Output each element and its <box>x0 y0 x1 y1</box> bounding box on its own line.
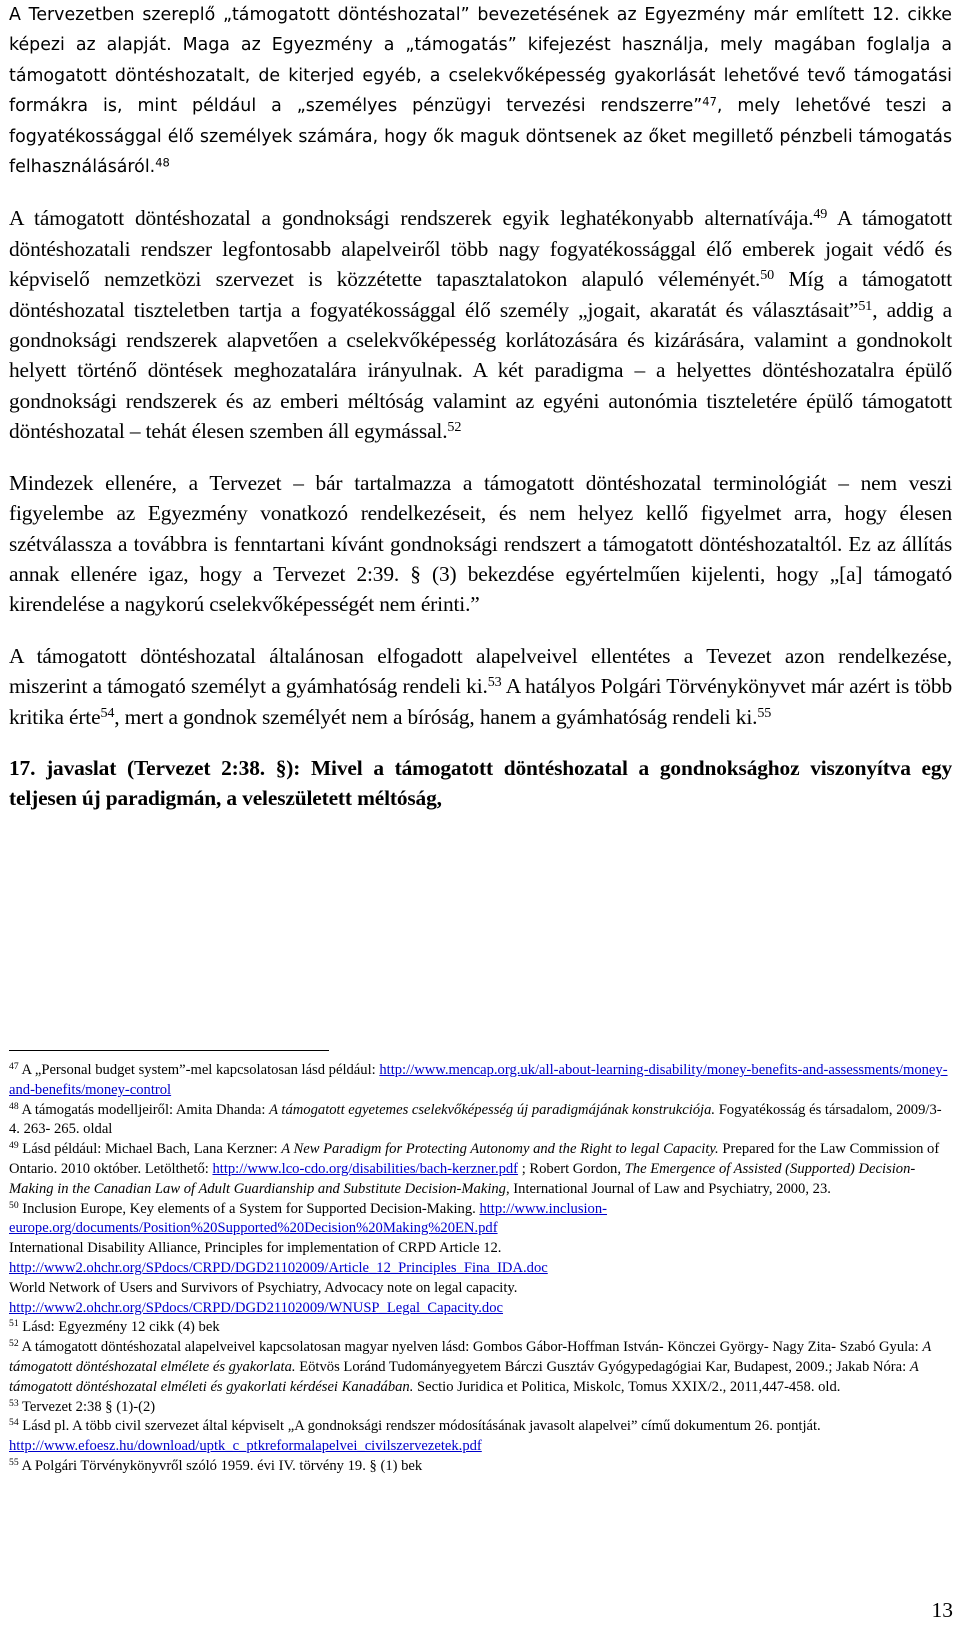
text-run: Sectio Juridica et Politica, Miskolc, Tomus XXIX/2., 2011,447-458. old. <box>413 1378 841 1395</box>
text-run: A támogatás modelljeiről: Amita Dhanda: <box>18 1101 270 1118</box>
text-run: Míg a támogatott döntéshozatal tiszteletben tartja a fogyatékossággal élő személy „jogait, akaratát és választásait” <box>9 267 952 322</box>
text-run: Lásd például: Michael Bach, Lana Kerzner: <box>18 1141 282 1158</box>
footnote-number: 55 <box>9 1457 19 1469</box>
text-run: A Tervezetben szereplő „támogatott döntéshozatal” bevezetésének az Egyezmény már említett 12. cikke képezi az alapját. Maga az Egyezmény a „támogatás” kifejezést használja, mely magában foglalja a támogatott döntéshozatalt, de kiterjed egyéb, a cselekvőképesség gyakorlását lehetővé tevő támogatási formákra is, mint például a „személyes pénzügyi tervezési rendszerre” <box>9 5 952 117</box>
footnote <box>9 1398 952 1418</box>
footnote-number: 47 <box>9 1061 19 1073</box>
footnote <box>9 1318 952 1338</box>
footnote-number: 48 <box>9 1100 19 1112</box>
footnote-ref: 54 <box>100 704 115 721</box>
footnote-link[interactable]: http://www2.ohchr.org/SPdocs/CRPD/DGD21102009/Article_12_Principles_Fina_IDA.doc <box>9 1259 548 1276</box>
text-run: , International Journal of Law and Psychiatry, 2000, 23. <box>505 1180 831 1197</box>
italic-text: A támogatott döntéshozatal elmélete és gyakorlata. <box>9 1339 932 1375</box>
footnote-ref: 51 <box>858 297 873 314</box>
footnote-number: 49 <box>9 1140 19 1152</box>
text-run: Lásd pl. A több civil szervezet által képviselt „A gondnoksági rendszer módosításának javasolt alapelvei” című dokumentum 26. pontját. <box>18 1418 821 1435</box>
footnote <box>9 1457 952 1477</box>
footnote <box>9 1200 952 1319</box>
italic-text: A támogatott egyetemes cselekvőképesség új paradigmájának konstrukciója. <box>269 1101 716 1118</box>
text-run: Prepared for the Law Commission of Ontario. 2010 október. Letölthető: <box>9 1141 940 1177</box>
footnote-ref: 49 <box>813 206 828 223</box>
footnote-number: 53 <box>9 1397 19 1409</box>
footnote <box>9 1061 952 1101</box>
footnote-ref: 48 <box>155 155 170 170</box>
text-run: Lásd: Egyezmény 12 cikk (4) bek <box>18 1319 220 1336</box>
footnote <box>9 1417 952 1457</box>
footnote-link[interactable]: http://www.inclusion-europe.org/documents/Position%20Supported%20Decision%20Making%20EN.pdf <box>9 1200 608 1237</box>
text-run: , mely lehetővé teszi a fogyatékossággal élő személyek számára, hogy ők maguk döntsenek az őket megillető pénzbeli támogatás felhasználásáról. <box>9 96 952 178</box>
text-run: A támogatott döntéshozatal általánosan elfogadott alapelveivel ellentétes a Tevezet azon rendelkezése, miszerint a támogató személyt a gyámhatóság rendeli ki. <box>9 643 952 699</box>
footnote-number: 50 <box>9 1199 19 1211</box>
body-text <box>9 0 952 814</box>
italic-text: A New Paradigm for Protecting Autonomy and the Right to legal Capacity. <box>281 1141 719 1158</box>
text-run: 17. javaslat (Tervezet 2:38. §): Mivel a támogatott döntéshozatal a gondnoksághoz viszonyítva egy teljesen új paradigmán, a veleszületett méltóság, <box>9 755 952 811</box>
footnote-link[interactable]: http://www.mencap.org.uk/all-about-learning-disability/money-benefits-and-assessments/money-and-benefits/money-control <box>9 1062 948 1098</box>
text-run: International Disability Alliance, Principles for implementation of CRPD Article 12. <box>9 1240 502 1257</box>
footnote-number: 52 <box>9 1338 19 1350</box>
text-run: Mindezek ellenére, a Tervezet – bár tartalmazza a támogatott döntéshozatal terminológiát – nem veszi figyelembe az Egyezmény vonatkozó rendelkezéseit, és nem helyez kellő figyelmet arra, hogy élesen szétválassza a továbbra is fenntartani kívánt gondnoksági rendszert a támogatott döntéshozataltól. Ez az állítás annak ellenére igaz, hogy a Tervezet 2:39. § (3) bekezdése egyértelműen kijelenti, hogy „[a] támogató kirendelése a nagykorú cselekvőképességét nem érinti.” <box>9 470 952 617</box>
text-run: , mert a gondnok személyét nem a bíróság, hanem a gyámhatóság rendeli ki. <box>114 704 758 729</box>
text-run: A Polgári Törvénykönyvről szóló 1959. évi IV. törvény 19. § (1) bek <box>18 1457 423 1474</box>
footnotes <box>9 1061 952 1477</box>
footnote-link[interactable]: http://www.efoesz.hu/download/uptk_c_ptkreformalapelvei_civilszervezetek.pdf <box>9 1438 482 1455</box>
paragraph <box>9 203 952 446</box>
paragraph <box>9 641 952 732</box>
text-run: World Network of Users and Survivors of Psychiatry, Advocacy note on legal capacity. <box>9 1279 518 1296</box>
text-run: , addig a gondnoksági rendszerek alapvetően a cselekvőképesség korlátozására és kizárására, valamint a gondnokolt helyett történő döntések meghozatalára irányulnak. A két paradigma – a helyettes döntéshozatalra épülő gondnoksági rendszerek és az emberi méltóság valamint az egyéni autonómia tiszteletére épülő támogatott döntéshozatal – tehát élesen szemben áll egymással. <box>9 297 952 444</box>
page-number: 13 <box>931 1598 953 1622</box>
footnote-number: 54 <box>9 1417 19 1429</box>
footnote-separator <box>9 1050 329 1051</box>
footnote <box>9 1140 952 1199</box>
footnote-link[interactable]: http://www.lco-cdo.org/disabilities/bach-kerzner.pdf <box>212 1160 519 1177</box>
text-run: Eötvös Loránd Tudományegyetem Bárczi Gusztáv Gyógypedagógiai Kar, Budapest, 2009.; Jakab Nóra: <box>295 1358 910 1375</box>
text-run: ; Robert Gordon, <box>518 1160 625 1177</box>
footnote-ref: 55 <box>757 704 772 721</box>
paragraph <box>9 468 952 620</box>
text-run: A támogatott döntéshozatal a gondnoksági rendszerek egyik leghatékonyabb alternatívája. <box>9 206 814 231</box>
text-run: A támogatott döntéshozatali rendszer legfontosabb alapelveiről több nagy fogyatékossággal élő emberek jogait védő és képviselő nemzetközi szervezet is közzétette tapasztalatokon alapuló véleményét. <box>9 206 952 292</box>
footnote-ref: 50 <box>760 267 775 284</box>
footnote-ref: 52 <box>447 419 462 436</box>
footnote <box>9 1101 952 1141</box>
footnote-ref: 53 <box>487 674 502 691</box>
text-run: A hatályos Polgári Törvénykönyvet már azért is több kritika érte <box>9 674 952 729</box>
italic-text: The Emergence of Assisted (Supported) Decision-Making in the Canadian Law of Adult Guardianship and Substitute Decision-Making <box>9 1160 916 1197</box>
text-run: A „Personal budget system”-mel kapcsolatosan lásd például: <box>18 1062 380 1078</box>
footnote-link[interactable]: http://www2.ohchr.org/SPdocs/CRPD/DGD21102009/WNUSP_Legal_Capacity.doc <box>9 1299 504 1316</box>
paragraph <box>9 0 952 182</box>
footnote <box>9 1338 952 1397</box>
text-run: A támogatott döntéshozatal alapelveivel kapcsolatosan magyar nyelven lásd: Gombos Gábor-Hoffman István- Könczei György- Nagy Zita- Szabó Gyula: <box>18 1339 923 1356</box>
footnote-number: 51 <box>9 1318 19 1330</box>
text-run: Tervezet 2:38 § (1)-(2) <box>18 1398 156 1415</box>
proposal-heading <box>9 753 952 814</box>
text-run: Inclusion Europe, Key elements of a System for Supported Decision-Making. <box>18 1200 480 1217</box>
text-run: Fogyatékosság és társadalom, 2009/3-4. 263- 265. oldal <box>9 1101 942 1138</box>
italic-text: A támogatott döntéshozatal elméleti és gyakorlati kérdései Kanadában. <box>9 1358 919 1395</box>
footnote-ref: 47 <box>702 94 717 109</box>
